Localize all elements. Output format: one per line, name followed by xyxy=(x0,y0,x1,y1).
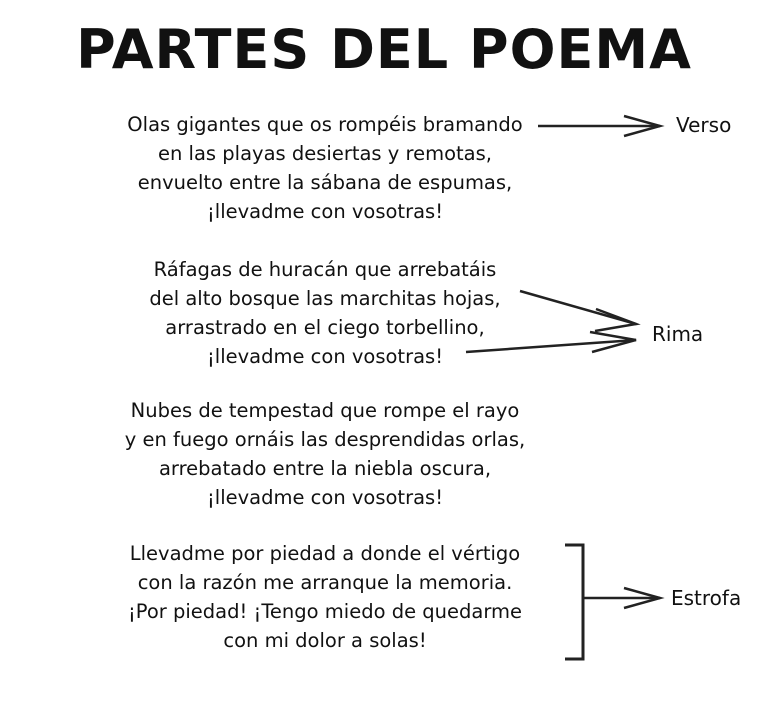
estrofa-bracket xyxy=(565,545,583,659)
verse-line: con mi dolor a solas! xyxy=(223,629,427,652)
label-rima: Rima xyxy=(652,322,704,346)
verso-arrow xyxy=(538,116,660,136)
verse-line: con la razón me arranque la memoria. xyxy=(137,571,513,594)
verse-line: Ráfagas de huracán que arrebatáis xyxy=(153,258,497,281)
estrofa-arrow xyxy=(583,588,660,608)
verse-line: y en fuego ornáis las desprendidas orlas, xyxy=(124,428,526,451)
verse-line: arrebatado entre la niebla oscura, xyxy=(158,457,492,480)
verse-line: Llevadme por piedad a donde el vértigo xyxy=(129,542,521,565)
rima-arrow-upper xyxy=(520,291,636,331)
verse-line: del alto bosque las marchitas hojas, xyxy=(149,287,501,310)
verse-line: envuelto entre la sábana de espumas, xyxy=(137,171,513,194)
verse-line: ¡llevadme con vosotras! xyxy=(206,486,444,509)
verse-line: arrastrado en el ciego torbellino, xyxy=(165,316,485,339)
verse-line: ¡llevadme con vosotras! xyxy=(206,200,444,223)
verse-line: ¡llevadme con vosotras! xyxy=(206,345,444,368)
verse-line: ¡Por piedad! ¡Tengo miedo de quedarme xyxy=(127,600,523,623)
label-verso: Verso xyxy=(676,113,732,137)
page-title: PARTES DEL POEMA xyxy=(76,18,692,81)
verse-line: en las playas desiertas y remotas, xyxy=(158,142,492,165)
rima-arrow-lower xyxy=(466,332,636,352)
verse-line: Nubes de tempestad que rompe el rayo xyxy=(130,399,520,422)
label-estrofa: Estrofa xyxy=(671,586,742,610)
verse-line: Olas gigantes que os rompéis bramando xyxy=(127,113,523,136)
